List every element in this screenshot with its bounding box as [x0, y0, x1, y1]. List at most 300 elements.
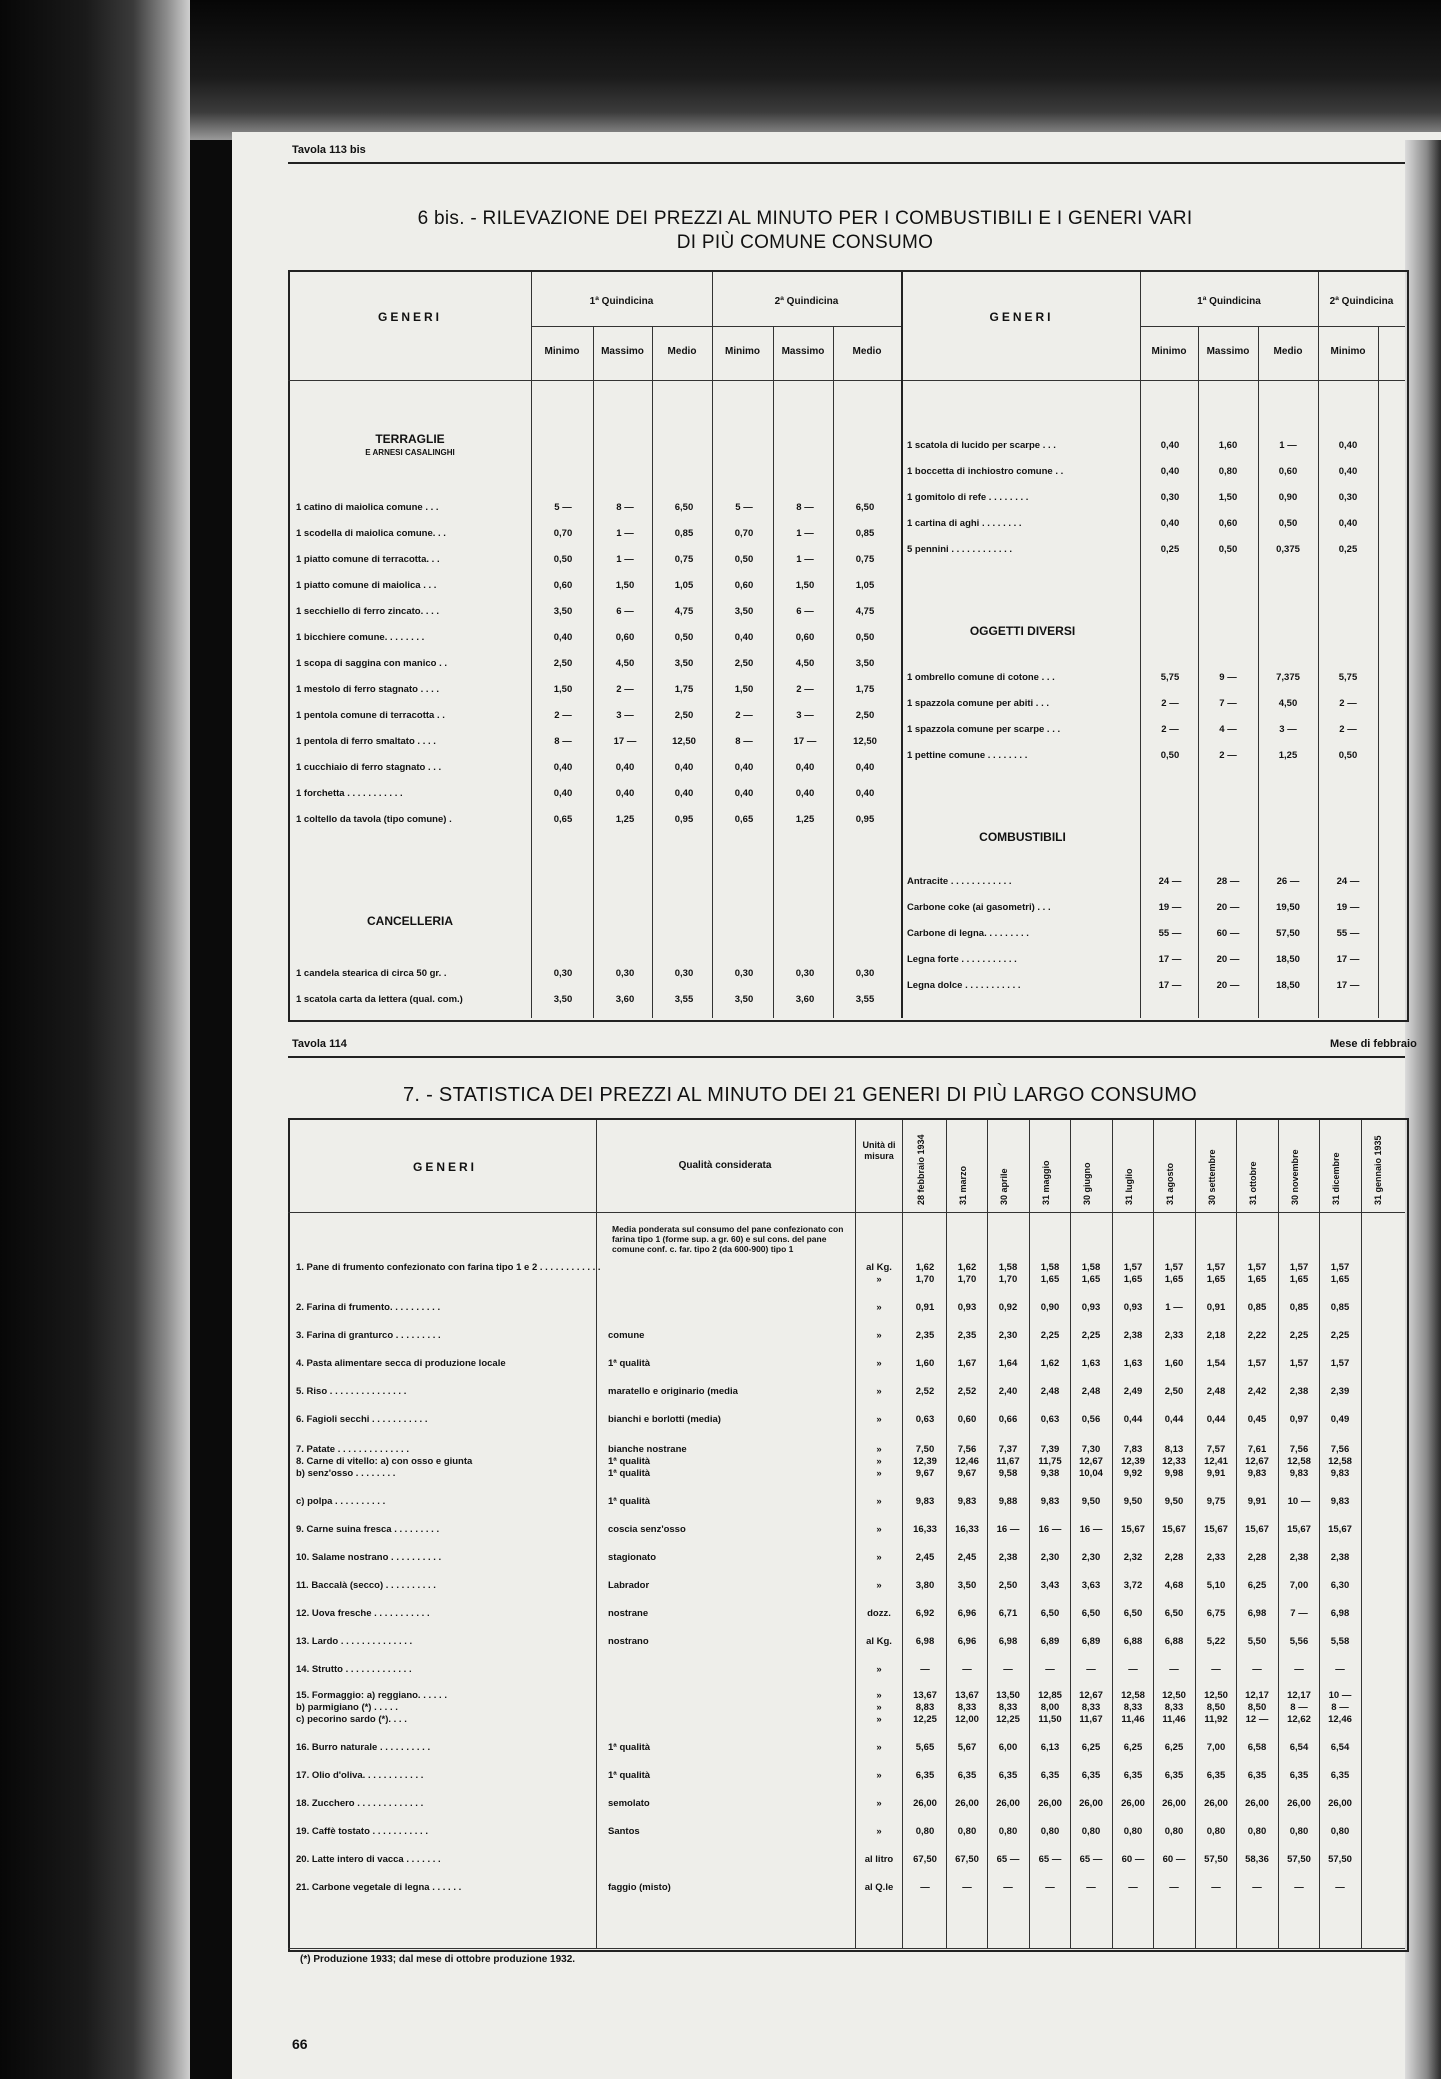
t1-sub-massimo: Massimo: [601, 346, 644, 357]
t2-row-value: 0,85: [1247, 1302, 1267, 1313]
t2-row-name: 21. Carbone vegetale di legna . . . . . .: [296, 1882, 462, 1893]
t2-row-value: 8,33: [1164, 1702, 1184, 1713]
t1-right-row-name: Legna dolce . . . . . . . . . . .: [907, 980, 1021, 991]
t2-row-value: 1,57: [1123, 1262, 1143, 1273]
t2-row-unit: al Kg.: [866, 1262, 892, 1273]
t2-row-value: 1,63: [1123, 1358, 1143, 1369]
t2-row-value: 2,25: [1081, 1330, 1101, 1341]
t2-row-value: 0,80: [1206, 1826, 1226, 1837]
t1-left-row-value: 3,50: [855, 658, 875, 669]
t1-section-cancelleria: CANCELLERIA: [367, 914, 453, 928]
t1-left-row-value: 0,50: [855, 632, 875, 643]
t1-right-row-value: 2 —: [1339, 724, 1357, 735]
t1-right-row-name: 1 spazzola comune per scarpe . . .: [907, 724, 1061, 735]
t1-left-row-value: 0,60: [615, 632, 635, 643]
t1-right-row-value: 9 —: [1219, 672, 1237, 683]
t2-row-unit: »: [876, 1444, 882, 1455]
t1-rsub-minimo: Minimo: [1330, 346, 1366, 357]
t2-row-name: 7. Patate . . . . . . . . . . . . . .: [296, 1444, 409, 1455]
t2-row-value: 6,35: [998, 1770, 1018, 1781]
t1-left-row-value: 4,75: [855, 606, 875, 617]
t2-row-value: 12,41: [1204, 1456, 1228, 1467]
t2-row-name: 20. Latte intero di vacca . . . . . . .: [296, 1854, 441, 1865]
t2-row-value: 8,33: [1081, 1702, 1101, 1713]
t2-row-quality: semolato: [608, 1798, 650, 1809]
t2-month-header: 31 dicembre: [1331, 1152, 1341, 1205]
t2-row-value: 12,46: [1328, 1714, 1352, 1725]
t2-row-value: 6,88: [1164, 1636, 1184, 1647]
t2-row-value: 15,67: [1121, 1524, 1145, 1535]
t1-left-row-value: 2,50: [855, 710, 875, 721]
t2-row-value: 9,83: [1247, 1468, 1267, 1479]
t2-row-value: 6,50: [1081, 1608, 1101, 1619]
t1-left-row-value: 4,75: [674, 606, 694, 617]
t1-right-row-value: 0,25: [1338, 544, 1358, 555]
t1-left-row-value: 0,75: [674, 554, 694, 565]
t1-right-row-name: 1 cartina di aghi . . . . . . . .: [907, 518, 1022, 529]
t2-row-value: 1,57: [1289, 1262, 1309, 1273]
t2-row-value: 10 —: [1287, 1496, 1311, 1507]
t1-left-row-value: 0,50: [734, 554, 754, 565]
t2-row-value: 1,62: [957, 1262, 977, 1273]
t2-row-value: 6,89: [1081, 1636, 1101, 1647]
t1-left-row-value: 12,50: [853, 736, 877, 747]
t2-row-value: 7,57: [1206, 1444, 1226, 1455]
t1-left-row-name: 1 bicchiere comune. . . . . . . .: [296, 632, 425, 643]
t2-row-value: 2,50: [1164, 1386, 1184, 1397]
t1-left-row-value: 0,40: [734, 762, 754, 773]
t2-row-value: 2,48: [1081, 1386, 1101, 1397]
t1-left-row-value: 1,05: [855, 580, 875, 591]
t1-left-row-value: 3 —: [796, 710, 814, 721]
t1-left-row-value: 0,95: [855, 814, 875, 825]
t2-row-value: 9,83: [1330, 1468, 1350, 1479]
t2-row-value: 10,04: [1079, 1468, 1103, 1479]
t2-row-unit: »: [876, 1770, 882, 1781]
t1-rsub-massimo: Massimo: [1206, 346, 1250, 357]
t1-left-row-value: 1,25: [615, 814, 635, 825]
t2-row-value: 0,80: [1123, 1826, 1143, 1837]
t2-tavola-label: Tavola 114: [292, 1038, 347, 1050]
t2-row-value: —: [1294, 1882, 1304, 1893]
t2-row-value: 8,33: [957, 1702, 977, 1713]
t2-row-value: 12 —: [1245, 1714, 1269, 1725]
t1-left-row-value: 17 —: [613, 736, 637, 747]
t2-col-unita: Unità di misura: [862, 1140, 896, 1161]
t2-row-value: 6,88: [1123, 1636, 1143, 1647]
t2-row-value: 12,67: [1079, 1690, 1103, 1701]
t2-row-value: 6,35: [1040, 1770, 1060, 1781]
t2-month-header: 31 luglio: [1123, 1168, 1134, 1205]
t1-left-row-value: 3,50: [674, 658, 694, 669]
t2-row-value: 7,50: [915, 1444, 935, 1455]
t2-row-value: 1,60: [1164, 1358, 1184, 1369]
t2-row-value: 9,91: [1206, 1468, 1226, 1479]
t2-row-value: 0,91: [915, 1302, 935, 1313]
t1-right-row-value: 19 —: [1158, 902, 1182, 913]
top-rule: [288, 162, 1405, 164]
t2-row-value: 6,00: [998, 1742, 1018, 1753]
t1-right-row-value: 0,40: [1160, 440, 1180, 451]
t2-row-value: 1,57: [1330, 1262, 1350, 1273]
t2-row-name: 13. Lardo . . . . . . . . . . . . . .: [296, 1636, 413, 1647]
t2-row-value: 1,70: [915, 1274, 935, 1285]
t2-row-name: 2. Farina di frumento. . . . . . . . . .: [296, 1302, 441, 1313]
t2-row-value: —: [1169, 1882, 1179, 1893]
t2-row-value: 2,35: [957, 1330, 977, 1341]
t2-row-value: —: [920, 1882, 930, 1893]
t2-row-value: —: [1211, 1882, 1221, 1893]
t2-row-name: 18. Zucchero . . . . . . . . . . . . .: [296, 1798, 424, 1809]
t2-row-value: 2,30: [998, 1330, 1018, 1341]
t2-row-value: 57,50: [1204, 1854, 1228, 1865]
t1-right-row-value: 2 —: [1219, 750, 1237, 761]
t2-row-value: 6,98: [1247, 1608, 1267, 1619]
t2-row-value: 6,35: [1206, 1770, 1226, 1781]
t2-row-value: 1 —: [1165, 1302, 1183, 1313]
t2-row-value: 12,58: [1328, 1456, 1352, 1467]
t1-left-row-value: 0,95: [674, 814, 694, 825]
t1-right-row-name: 1 spazzola comune per abiti . . .: [907, 698, 1050, 709]
t2-month-header: 31 ottobre: [1248, 1161, 1258, 1205]
t1-left-row-value: 0,60: [553, 580, 573, 591]
t2-row-value: 0,45: [1247, 1414, 1267, 1425]
t2-row-name: 3. Farina di granturco . . . . . . . . .: [296, 1330, 441, 1341]
t2-row-value: 12,85: [1038, 1690, 1062, 1701]
t2-row-value: 6,54: [1289, 1742, 1309, 1753]
t2-row-value: 0,93: [957, 1302, 977, 1313]
t1-left-row-value: 0,70: [734, 528, 754, 539]
t2-row-value: 6,75: [1206, 1608, 1226, 1619]
t1-q1-left: 1ª Quindicina: [589, 296, 654, 307]
t1-left-row-name: 1 piatto comune di terracotta. . .: [296, 554, 440, 565]
t1-left-row-name: 1 piatto comune di maiolica . . .: [296, 580, 437, 591]
t1-section-combustibili: COMBUSTIBILI: [979, 830, 1066, 844]
t2-row-value: 6,35: [1289, 1770, 1309, 1781]
t1-right-row-value: 57,50: [1276, 928, 1300, 939]
t1-right-row-value: 0,90: [1278, 492, 1298, 503]
t2-row-value: 15,67: [1204, 1524, 1228, 1535]
t2-row-value: 2,18: [1206, 1330, 1226, 1341]
t2-row-quality: 1ª qualità: [608, 1770, 651, 1781]
t2-row-value: 2,38: [1289, 1552, 1309, 1563]
t1-right-row-name: Carbone coke (ai gasometri) . . .: [907, 902, 1051, 913]
t2-row-quality: bianchi e borlotti (media): [608, 1414, 721, 1425]
t2-row-value: 15,67: [1328, 1524, 1352, 1535]
t1-left-row-value: 0,30: [855, 968, 875, 979]
t2-row-value: —: [1211, 1664, 1221, 1675]
t2-row-value: 1,60: [915, 1358, 935, 1369]
t2-row-value: 8,33: [998, 1702, 1018, 1713]
t2-row-value: 7,00: [1289, 1580, 1309, 1591]
t2-row-value: 6,71: [998, 1608, 1018, 1619]
t1-left-row-value: 1,75: [855, 684, 875, 695]
right-page-edge: [1405, 140, 1441, 2079]
t1-right-row-value: 0,50: [1338, 750, 1358, 761]
t2-row-name: c) pecorino sardo (*). . . .: [296, 1714, 407, 1725]
t2-row-value: 9,67: [957, 1468, 977, 1479]
t1-left-row-name: 1 cucchiaio di ferro stagnato . . .: [296, 762, 442, 773]
t2-row-value: 0,49: [1330, 1414, 1350, 1425]
t1-left-row-value: 6 —: [796, 606, 814, 617]
t2-row-value: 16 —: [1079, 1524, 1103, 1535]
t2-row-value: 1,62: [1040, 1358, 1060, 1369]
t2-row-unit: al litro: [864, 1854, 894, 1865]
t2-row-value: 1,62: [915, 1262, 935, 1273]
t2-row-value: 5,22: [1206, 1636, 1226, 1647]
t1-left-row-value: 1,75: [674, 684, 694, 695]
t2-row-value: 1,65: [1081, 1274, 1101, 1285]
t1-col-line: [652, 326, 653, 1018]
t1-col-line: [593, 326, 594, 1018]
t1-right-row-value: 0,40: [1338, 440, 1358, 451]
t2-row-value: 26,00: [1287, 1798, 1311, 1809]
t2-row-name: b) senz'osso . . . . . . . .: [296, 1468, 396, 1479]
t2-row-value: 1,57: [1164, 1262, 1184, 1273]
t2-row-unit: »: [876, 1274, 882, 1285]
t1-left-row-value: 0,65: [734, 814, 754, 825]
t2-row-value: —: [1045, 1882, 1055, 1893]
t2-row-value: 1,57: [1289, 1358, 1309, 1369]
t2-row-value: 26,00: [1245, 1798, 1269, 1809]
t1-left-row-value: 0,30: [674, 968, 694, 979]
t2-row-value: 6,35: [915, 1770, 935, 1781]
t2-row-name: 19. Caffè tostato . . . . . . . . . . .: [296, 1826, 428, 1837]
t2-row-value: 16,33: [913, 1524, 937, 1535]
t2-top-rule: [288, 1056, 1405, 1058]
t2-row-value: 6,50: [1040, 1608, 1060, 1619]
t1-middle-divider: [901, 272, 903, 1018]
t2-row-value: 12,25: [913, 1714, 937, 1725]
t1-left-row-value: 17 —: [793, 736, 817, 747]
t2-row-name: 8. Carne di vitello: a) con osso e giunta: [296, 1456, 473, 1467]
t2-row-name: 6. Fagioli secchi . . . . . . . . . . .: [296, 1414, 428, 1425]
t2-month-header: 30 novembre: [1289, 1149, 1300, 1205]
t2-row-value: 12,62: [1287, 1714, 1311, 1725]
t2-row-value: 6,98: [998, 1636, 1018, 1647]
t2-month-header: 30 giugno: [1082, 1162, 1092, 1205]
t2-row-name: 10. Salame nostrano . . . . . . . . . .: [296, 1552, 442, 1563]
t2-row-value: 5,67: [957, 1742, 977, 1753]
t1-right-row-value: 0,50: [1278, 518, 1298, 529]
t1-right-row-value: 19,50: [1276, 902, 1300, 913]
t2-row-value: 9,50: [1123, 1496, 1143, 1507]
t2-right-label: Mese di febbraio: [1330, 1038, 1417, 1050]
t1-left-row-value: 0,40: [553, 762, 573, 773]
t2-row-quality: Santos: [608, 1826, 640, 1837]
t2-row-unit: »: [876, 1664, 882, 1675]
t2-row-unit: »: [876, 1690, 882, 1701]
t2-row-value: 1,65: [1123, 1274, 1143, 1285]
t1-right-row-value: 17 —: [1158, 980, 1182, 991]
t2-row-value: 2,39: [1330, 1386, 1350, 1397]
t2-row-value: 58,36: [1245, 1854, 1269, 1865]
t2-row-unit: »: [876, 1330, 882, 1341]
t2-header-rule: [288, 1212, 1405, 1213]
t1-left-row-value: 3,50: [734, 606, 754, 617]
t1-left-row-value: 0,50: [553, 554, 573, 565]
t1-right-row-value: 7,375: [1276, 672, 1300, 683]
t2-row-unit: »: [876, 1302, 882, 1313]
t2-row-value: 7,56: [957, 1444, 977, 1455]
t2-row-value: 1,65: [1330, 1274, 1350, 1285]
t2-row-value: 12,25: [996, 1714, 1020, 1725]
t2-row-value: 6,35: [1081, 1770, 1101, 1781]
t1-right-row-value: 17 —: [1158, 954, 1182, 965]
t2-row-value: 0,66: [998, 1414, 1018, 1425]
t2-row-value: —: [1335, 1664, 1345, 1675]
t1-left-row-value: 0,40: [615, 788, 635, 799]
t1-left-row-value: 0,40: [734, 632, 754, 643]
t1-right-row-value: 20 —: [1216, 980, 1240, 991]
t2-row-quality: stagionato: [608, 1552, 657, 1563]
t2-row-value: 3,50: [957, 1580, 977, 1591]
t1-left-row-value: 1 —: [796, 528, 814, 539]
t2-row-value: 1,64: [998, 1358, 1018, 1369]
t2-row-value: 5,50: [1247, 1636, 1267, 1647]
t2-row-value: 12,17: [1245, 1690, 1269, 1701]
t2-row-name: b) parmigiano (*) . . . . .: [296, 1702, 398, 1713]
t1-left-row-value: 2,50: [674, 710, 694, 721]
t2-row-value: 12,00: [955, 1714, 979, 1725]
t1-right-row-value: 1 —: [1279, 440, 1297, 451]
t1-left-row-name: 1 pentola comune di terracotta . .: [296, 710, 445, 721]
t2-row-value: 6,35: [1247, 1770, 1267, 1781]
t2-row-value: 2,25: [1330, 1330, 1350, 1341]
t2-row-value: 15,67: [1162, 1524, 1186, 1535]
t2-row-value: 1,65: [1289, 1274, 1309, 1285]
t1-left-row-value: 3,50: [734, 994, 754, 1005]
t2-row-value: 6,25: [1081, 1742, 1101, 1753]
t2-row-value: 12,46: [955, 1456, 979, 1467]
t2-row-value: 6,35: [1164, 1770, 1184, 1781]
header-left-label: Tavola 113 bis: [292, 144, 366, 156]
t2-row-value: 0,80: [998, 1826, 1018, 1837]
t2-row-value: 13,67: [955, 1690, 979, 1701]
t1-left-row-value: 5 —: [735, 502, 753, 513]
t2-row-value: —: [1128, 1664, 1138, 1675]
t2-row-value: —: [1169, 1664, 1179, 1675]
t1-right-row-value: 2 —: [1161, 698, 1179, 709]
t1-left-row-value: 0,60: [795, 632, 815, 643]
t2-row-name: c) polpa . . . . . . . . . .: [296, 1496, 386, 1507]
t2-row-value: 9,50: [1081, 1496, 1101, 1507]
t2-row-value: 0,60: [957, 1414, 977, 1425]
t1-right-row-value: 2 —: [1161, 724, 1179, 735]
t1-left-row-value: 0,40: [553, 788, 573, 799]
t1-left-row-value: 8 —: [616, 502, 634, 513]
t2-row-value: —: [920, 1664, 930, 1675]
t1-right-row-value: 24 —: [1158, 876, 1182, 887]
t2-footnote: (*) Produzione 1933; dal mese di ottobre produzione 1932.: [300, 1954, 576, 1965]
t2-row-value: —: [1335, 1882, 1345, 1893]
t2-row-value: 0,90: [1040, 1302, 1060, 1313]
t2-title: 7. - STATISTICA DEI PREZZI AL MINUTO DEI 21 GENERI DI PIÙ LARGO CONSUMO: [402, 1084, 1198, 1106]
t2-month-header: 31 maggio: [1040, 1160, 1051, 1205]
t1-left-row-value: 3,50: [553, 994, 573, 1005]
t2-row-value: 6,54: [1330, 1742, 1350, 1753]
t1-left-row-value: 3,55: [855, 994, 875, 1005]
t2-row-value: 2,38: [1123, 1330, 1143, 1341]
t2-row-value: —: [1086, 1664, 1096, 1675]
t2-row-value: —: [1003, 1882, 1013, 1893]
t1-right-row-value: 28 —: [1216, 876, 1240, 887]
t2-row-value: 9,83: [1330, 1496, 1350, 1507]
t2-row-value: 11,50: [1038, 1714, 1062, 1725]
t1-col-line: [1258, 326, 1259, 1018]
t1-right-row-name: 1 boccetta di inchiostro comune . .: [907, 466, 1064, 477]
t2-row-value: —: [962, 1882, 972, 1893]
t1-left-row-value: 6 —: [616, 606, 634, 617]
t1-title-line2: DI PIÙ COMUNE CONSUMO: [676, 232, 934, 253]
t1-section-terraglie-sub: E ARNESI CASALINGHI: [365, 448, 455, 457]
t2-row-value: 26,00: [913, 1798, 937, 1809]
t1-sub-medio: Medio: [852, 346, 882, 357]
t2-row-value: 2,50: [998, 1580, 1018, 1591]
t2-row-unit: »: [876, 1456, 882, 1467]
t2-row-value: 67,50: [955, 1854, 979, 1865]
t2-row-value: 0,80: [1289, 1826, 1309, 1837]
t1-right-row-value: 0,40: [1160, 518, 1180, 529]
t1-left-row-name: 1 pentola di ferro smaltato . . . .: [296, 736, 436, 747]
t2-row-value: 60 —: [1162, 1854, 1186, 1865]
t2-row-unit: dozz.: [867, 1608, 891, 1619]
t1-right-row-value: 0,80: [1218, 466, 1238, 477]
t2-row-value: 0,93: [1123, 1302, 1143, 1313]
t1-right-row-value: 2 —: [1339, 698, 1357, 709]
t2-row-value: —: [1086, 1882, 1096, 1893]
t2-row-quality: maratello e originario (media: [608, 1386, 738, 1397]
t2-row-quality: bianche nostrane: [608, 1444, 687, 1455]
t1-header-rule: [288, 380, 1405, 381]
t1-section-oggetti: OGGETTI DIVERSI: [969, 624, 1076, 638]
t2-row-value: 0,85: [1330, 1302, 1350, 1313]
t2-row-value: 2,32: [1123, 1552, 1143, 1563]
t2-col-line: [855, 1120, 856, 1948]
t2-row-value: 9,83: [957, 1496, 977, 1507]
t2-month-header: 30 aprile: [999, 1168, 1009, 1205]
t1-left-row-value: 0,30: [553, 968, 573, 979]
t2-row-value: 0,63: [915, 1414, 935, 1425]
t1-col-generi-left: GENERI: [377, 310, 442, 324]
t1-left-row-value: 0,85: [855, 528, 875, 539]
t2-row-value: 65 —: [1079, 1854, 1103, 1865]
t2-row-value: —: [1128, 1882, 1138, 1893]
t2-row-value: 5,10: [1206, 1580, 1226, 1591]
t1-title-line1: 6 bis. - RILEVAZIONE DEI PREZZI AL MINUTO PER I COMBUSTIBILI E I GENERI VARI: [417, 208, 1193, 229]
t1-left-row-value: 4,50: [795, 658, 815, 669]
t1-left-row-value: 1,50: [795, 580, 815, 591]
t2-row-value: 0,85: [1289, 1302, 1309, 1313]
t2-month-header: 28 febbraio 1934: [916, 1134, 926, 1205]
t1-q2-right: 2ª Quindicina: [1329, 296, 1394, 307]
t1-left-row-value: 3 —: [616, 710, 634, 721]
t1-col-line: [712, 272, 713, 1018]
t2-month-header: 31 gennaio 1935: [1372, 1135, 1383, 1205]
t1-left-row-value: 1,50: [734, 684, 754, 695]
t2-row-value: 9,83: [1289, 1468, 1309, 1479]
t2-row-unit: »: [876, 1742, 882, 1753]
t2-row-value: 26,00: [996, 1798, 1020, 1809]
t2-row-quality: faggio (misto): [608, 1882, 671, 1893]
t1-left-row-value: 3,55: [674, 994, 694, 1005]
t2-month-header: 30 settembre: [1206, 1149, 1217, 1205]
t1-right-row-value: 17 —: [1336, 980, 1360, 991]
t2-row-unit: »: [876, 1702, 882, 1713]
t2-row-name: 5. Riso . . . . . . . . . . . . . . .: [296, 1386, 407, 1397]
t1-right-row-value: 0,60: [1278, 466, 1298, 477]
t1-rsub-minimo: Minimo: [1151, 346, 1187, 357]
